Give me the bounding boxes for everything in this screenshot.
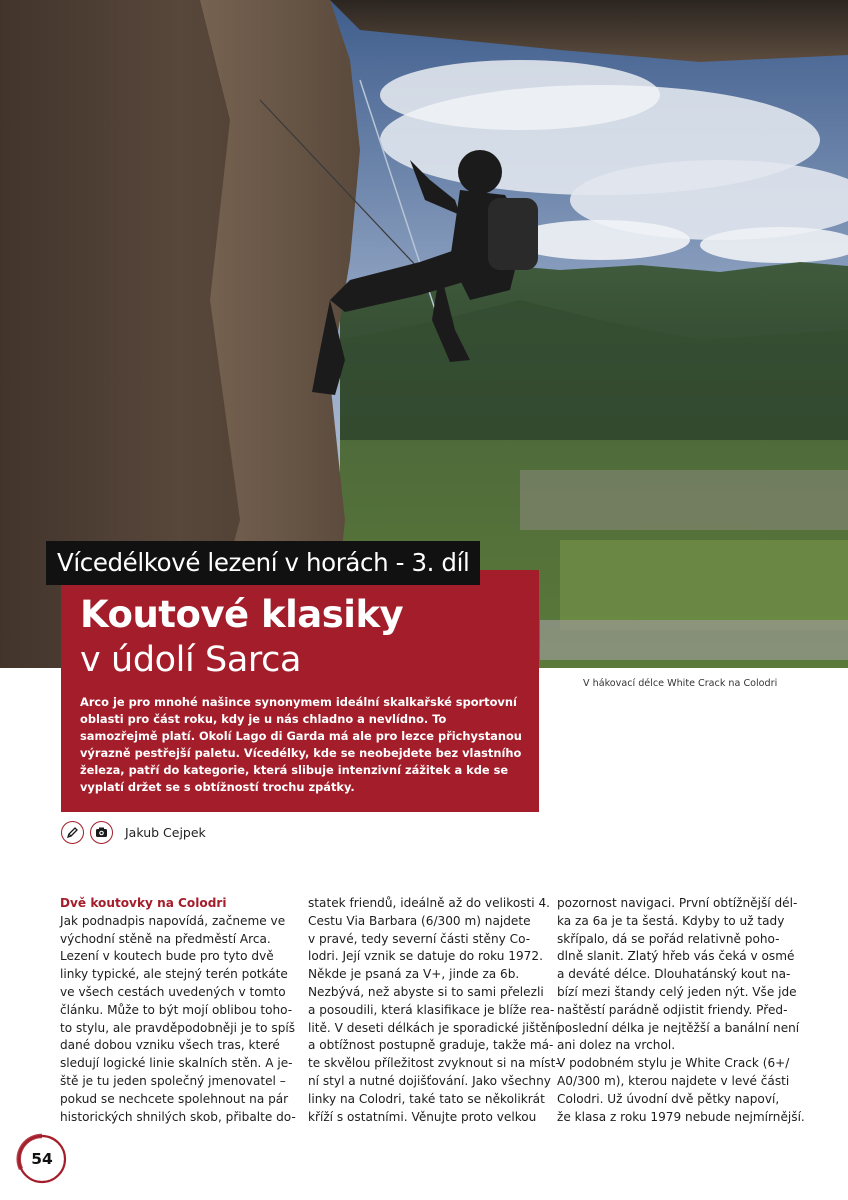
text-line: pozornost navigaci. První obtížnější dél- bbox=[557, 896, 798, 910]
headline-block bbox=[61, 570, 539, 812]
text-line: A0/300 m), kterou najdete v levé části bbox=[557, 1073, 790, 1088]
text-line: poslední délka je nejtěžší a banální není bbox=[557, 1020, 800, 1035]
text-line: lodri. Její vznik se datuje do roku 1972. bbox=[308, 949, 543, 964]
article-title: Koutové klasiky bbox=[80, 593, 404, 636]
text-column-3 bbox=[557, 895, 805, 1126]
text-line: a posoudili, která klasifikace je blíže rea- bbox=[308, 1002, 555, 1017]
page-number-badge bbox=[16, 1133, 68, 1185]
text-line: Lezení v koutech bude pro tyto dvě bbox=[60, 949, 274, 964]
text-line: ve všech cestách uvedených v tomto bbox=[60, 984, 286, 999]
text-line: článku. Může to být mojí oblibou toho- bbox=[60, 1002, 293, 1017]
camera-icon bbox=[90, 821, 113, 844]
text-line: Jak podnadpis napovídá, začneme ve bbox=[60, 913, 286, 928]
text-line: linky na Colodri, také tato se několikrát bbox=[308, 1091, 545, 1106]
text-line: pokud se nechcete spolehnout na pár bbox=[60, 1091, 289, 1106]
text-line: že klasa z roku 1979 nebude nejmírnější. bbox=[557, 1109, 805, 1124]
text-line: statek friendů, ideálně až do velikosti 4. bbox=[308, 896, 551, 910]
text-line: ka za 6a je ta šestá. Kdyby to už tady bbox=[557, 913, 785, 928]
text-line: Colodri. Už úvodní dvě pětky napoví, bbox=[557, 1091, 780, 1106]
text-line: ní styl a nutné dojišťování. Jako všechny bbox=[308, 1073, 551, 1088]
byline bbox=[61, 820, 206, 844]
text-line: v pravé, tedy severní části stěny Co- bbox=[308, 931, 531, 946]
text-line: sledují logické linie skalních stěn. A je- bbox=[60, 1056, 293, 1071]
text-line: skřípalo, dá se pořád relativně poho- bbox=[557, 931, 780, 946]
text-line: dané dobou vzniku všech tras, které bbox=[60, 1038, 280, 1053]
photo-caption: V hákovací délce White Crack na Colodri bbox=[583, 678, 778, 689]
text-line: litě. V deseti délkách je sporadické jištění bbox=[308, 1020, 559, 1035]
text-column-1 bbox=[60, 895, 296, 1126]
pencil-icon bbox=[61, 821, 84, 844]
text-line: bízí mezi štandy celý jeden nýt. Vše jde bbox=[557, 984, 797, 999]
text-line: východní stěně na předměstí Arca. bbox=[60, 931, 271, 946]
text-line: ani dolez na vrchol. bbox=[557, 1038, 676, 1053]
text-column-2 bbox=[308, 895, 560, 1126]
article-subtitle: v údolí Sarca bbox=[80, 640, 302, 680]
text-line: ště je tu jeden společný jmenovatel – bbox=[60, 1073, 286, 1088]
series-tag: Vícedélkové lezení v horách - 3. díl bbox=[46, 541, 480, 585]
text-line: a obtížnost postupně graduje, takže má- bbox=[308, 1038, 554, 1053]
author-name: Jakub Cejpek bbox=[125, 824, 206, 840]
text-line: linky typické, ale stejný terén potkáte bbox=[60, 967, 288, 982]
text-line: naštěstí parádně odjistit friendy. Před- bbox=[557, 1002, 788, 1017]
text-line: Cestu Via Barbara (6/300 m) najdete bbox=[308, 913, 531, 928]
text-line: dlně slanit. Zlatý hřeb vás čeká v osmé bbox=[557, 949, 795, 964]
text-line: Někde je psaná za V+, jinde za 6b. bbox=[308, 967, 520, 982]
section-subheading: Dvě koutovky na Colodri bbox=[60, 896, 227, 910]
text-line: historických shnilých skob, přibalte do- bbox=[60, 1109, 296, 1124]
text-line: V podobném stylu je White Crack (6+/ bbox=[557, 1056, 790, 1071]
text-line: Nezbývá, než abyste si to sami přelezli bbox=[308, 984, 544, 999]
text-line: kříží s ostatními. Věnujte proto velkou bbox=[308, 1109, 537, 1124]
lead-paragraph: Arco je pro mnohé našince synonymem ideální skalkařské sportovní oblasti pro část roku, kdy je u nás chladno a nevlídno. To samozřejmě platí. Okolí Lago di Garda má ale pro lezce přichystanou výrazně pestřejší paletu. Vícedélky, kde se neobejdete bez vlastního železa, patří do kategorie, která slibuje intenzivní zážitek a kde se vyplatí držet se s obtížností trochu zpátky. bbox=[80, 695, 522, 794]
text-line: te skvělou příležitost zvyknout si na míst- bbox=[308, 1056, 560, 1071]
page-number: 54 bbox=[31, 1150, 53, 1168]
text-line: a deváté délce. Dlouhatánský kout na- bbox=[557, 967, 791, 982]
text-line: to stylu, ale pravděpodobněji je to spíš bbox=[60, 1020, 296, 1035]
